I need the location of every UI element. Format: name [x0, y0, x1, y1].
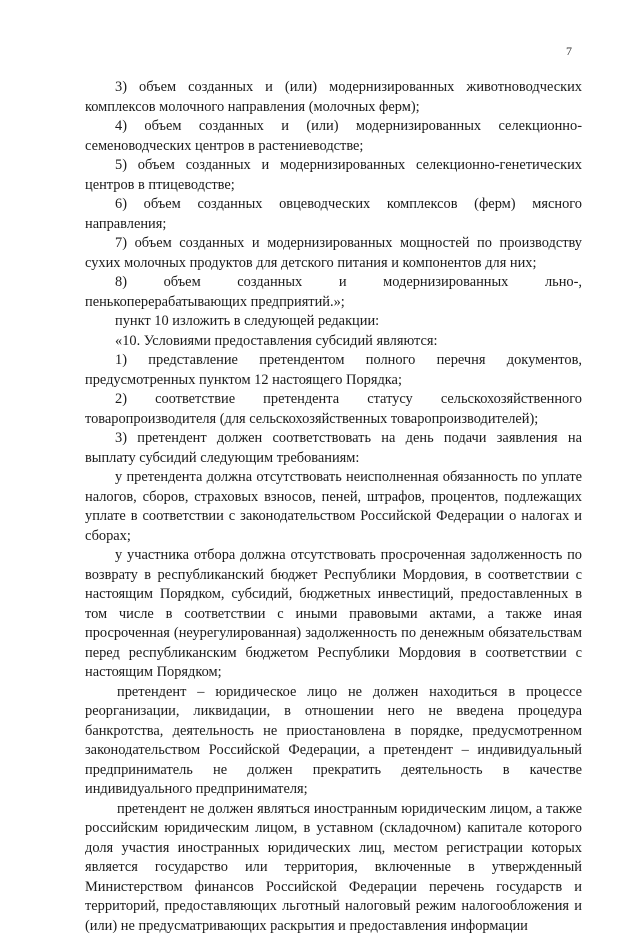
document-body — [85, 78, 582, 936]
paragraph: 6) объем созданных овцеводческих комплексов (ферм) мясного направления; — [85, 195, 582, 234]
paragraph: у претендента должна отсутствовать неисполненная обязанность по уплате налогов, сборов, страховых взносов, пеней, штрафов, процентов, подлежащих уплате в соответствии с законодательством Российской Федерации о налогах и сборах; — [85, 468, 582, 546]
page-number: 7 — [566, 44, 572, 59]
paragraph: 2) соответствие претендента статусу сельскохозяйственного товаропроизводителя (для сельскохозяйственных товаропроизводителей); — [85, 390, 582, 429]
paragraph: претендент – юридическое лицо не должен находиться в процессе реорганизации, ликвидации, в отношении него не введена процедура банкротства, деятельность не приостановлена в порядке, предусмотренном законодательством Российской Федерации, а претендент – индивидуальный предприниматель не должен прекратить деятельность в качестве индивидуального предпринимателя; — [85, 683, 582, 800]
paragraph: «10. Условиями предоставления субсидий являются: — [85, 332, 582, 352]
paragraph: 3) объем созданных и (или) модернизированных животноводческих комплексов молочного направления (молочных ферм); — [85, 78, 582, 117]
paragraph: 8) объем созданных и модернизированных льно-, пенькоперерабатывающих предприятий.»; — [85, 273, 582, 312]
paragraph: 3) претендент должен соответствовать на день подачи заявления на выплату субсидий следующим требованиям: — [85, 429, 582, 468]
paragraph: пункт 10 изложить в следующей редакции: — [85, 312, 582, 332]
paragraph: 4) объем созданных и (или) модернизированных селекционно-семеноводческих центров в растениеводстве; — [85, 117, 582, 156]
paragraph: у участника отбора должна отсутствовать просроченная задолженность по возврату в республиканский бюджет Республики Мордовия, в соответствии с настоящим Порядком, субсидий, бюджетных инвестиций, предоставленных в том числе в соответствии с иными правовыми актами, а также иная просроченная (неурегулированная) задолженность по денежным обязательствам перед республиканским бюджетом Республики Мордовия в соответствии с настоящим Порядком; — [85, 546, 582, 683]
paragraph: 7) объем созданных и модернизированных мощностей по производству сухих молочных продуктов для детского питания и компонентов для них; — [85, 234, 582, 273]
paragraph: претендент не должен являться иностранным юридическим лицом, а также российским юридическим лицом, в уставном (складочном) капитале которого доля участия иностранных юридических лиц, местом регистрации которых является государство или территория, включенные в утвержденный Министерством финансов Российской Федерации перечень государств и территорий, предоставляющих льготный налоговый режим налогообложения и (или) не предусматривающих раскрытия и предоставления информации — [85, 800, 582, 936]
paragraph: 5) объем созданных и модернизированных селекционно-генетических центров в птицеводстве; — [85, 156, 582, 195]
paragraph: 1) представление претендентом полного перечня документов, предусмотренных пунктом 12 настоящего Порядка; — [85, 351, 582, 390]
